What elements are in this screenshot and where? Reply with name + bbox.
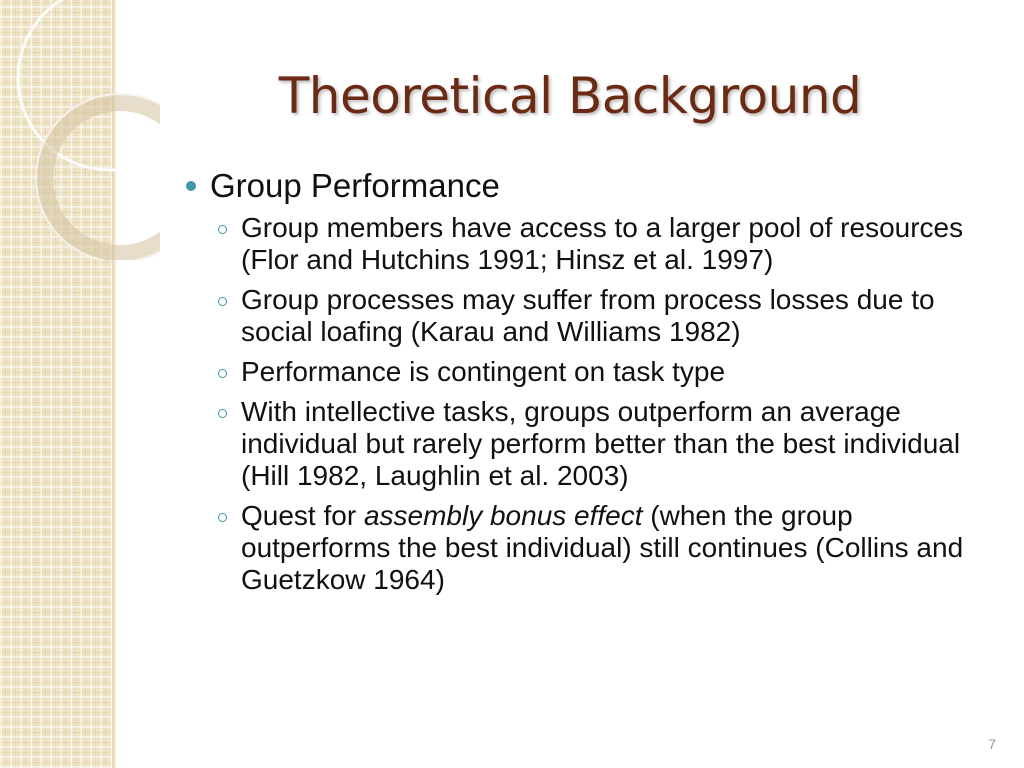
- bullet-ring-icon: [218, 409, 227, 418]
- level1-bullet-item: [186, 166, 986, 206]
- sub-bullet-item: [218, 500, 986, 596]
- bullet-dot-icon: [186, 181, 196, 191]
- slide-content: [186, 166, 986, 604]
- sub-bullet-text: Group processes may suffer from process losses due to social loafing (Karau and Williams 1982): [241, 284, 935, 347]
- sub-bullet-text: With intellective tasks, groups outperform an average individual but rarely perform better than the best individual (Hill 1982, Laughlin et al. 2003): [241, 396, 961, 491]
- bullet-ring-icon: [218, 225, 227, 234]
- decorative-circle-top: [18, 0, 160, 170]
- bullet-ring-icon: [218, 369, 227, 378]
- sub-bullet-text-before: Quest for: [241, 500, 364, 531]
- sub-bullet-text-after: (when the group outperforms the best individual) still continues (Collins and Guetzkow 1964): [241, 500, 964, 595]
- bullet-ring-icon: [218, 297, 227, 306]
- emphasized-term: assembly bonus effect: [363, 500, 643, 531]
- sub-bullet-text: Performance is contingent on task type: [241, 356, 726, 387]
- sub-bullet-item: [218, 356, 986, 388]
- decorative-circle-ring: [44, 102, 160, 254]
- sub-bullet-text: Group members have access to a larger pool of resources (Flor and Hutchins 1991; Hinsz et al. 1997): [241, 212, 964, 275]
- sub-bullet-item: [218, 284, 986, 348]
- decorative-circles: [0, 0, 160, 260]
- sub-bullet-text: [241, 500, 981, 596]
- bullet-ring-icon: [218, 513, 227, 522]
- sub-bullet-item: [218, 212, 986, 276]
- heading-bullet-text: Group Performance: [210, 167, 500, 204]
- sub-bullet-list: [186, 212, 986, 596]
- page-number: 7: [988, 736, 996, 752]
- sub-bullet-item: [218, 396, 986, 492]
- slide-title: Theoretical Background: [278, 67, 862, 125]
